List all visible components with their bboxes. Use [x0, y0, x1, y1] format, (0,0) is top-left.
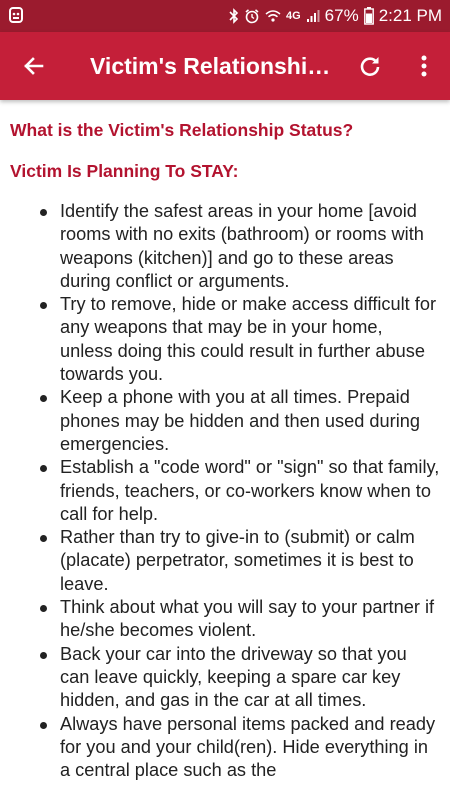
safety-tips-list — [10, 200, 440, 782]
list-item: Identify the safest areas in your home [avoid rooms with no exits (bathroom) or rooms with weapons (kitchen)] and go to these areas during conflict or arguments. — [60, 200, 440, 293]
back-button[interactable] — [14, 46, 54, 86]
list-item: Establish a "code word" or "sign" so that family, friends, teachers, or co-workers know when to call for help. — [60, 456, 440, 526]
signal-icon — [306, 9, 320, 23]
more-vert-icon — [420, 54, 428, 78]
list-item: Keep a phone with you at all times. Prepaid phones may be hidden and then used during emergencies. — [60, 386, 440, 456]
refresh-icon — [358, 54, 382, 78]
alarm-icon — [244, 8, 260, 24]
notification-icon — [8, 7, 24, 23]
refresh-button[interactable] — [350, 46, 390, 86]
overflow-menu-button[interactable] — [404, 46, 444, 86]
list-item: Always have personal items packed and ready for you and your child(ren). Hide everything in a central place such as the — [60, 713, 440, 783]
status-bar — [0, 0, 450, 32]
bluetooth-icon — [229, 8, 239, 24]
section-title: Victim Is Planning To STAY: — [10, 161, 239, 181]
page-title: Victim's Relationshi… — [90, 53, 331, 79]
arrow-back-icon — [22, 54, 46, 78]
battery-percent: 67% — [324, 6, 359, 25]
app-bar — [0, 32, 450, 100]
clock: 2:21 PM — [378, 6, 442, 25]
battery-icon — [364, 7, 374, 25]
relationship-status-question: What is the Victim's Relationship Status? — [10, 120, 354, 140]
list-item: Think about what you will say to your partner if he/she becomes violent. — [60, 596, 440, 643]
list-item: Back your car into the driveway so that you can leave quickly, keeping a spare car key hidden, and gas in the car at all times. — [60, 643, 440, 713]
content-area[interactable] — [0, 100, 450, 800]
wifi-icon — [265, 9, 281, 23]
list-item: Rather than try to give-in to (submit) or calm (placate) perpetrator, sometimes it is best to leave. — [60, 526, 440, 596]
network-type-label: 4G — [285, 10, 301, 22]
list-item: Try to remove, hide or make access difficult for any weapons that may be in your home, unless doing this could result in further abuse towards you. — [60, 293, 440, 386]
